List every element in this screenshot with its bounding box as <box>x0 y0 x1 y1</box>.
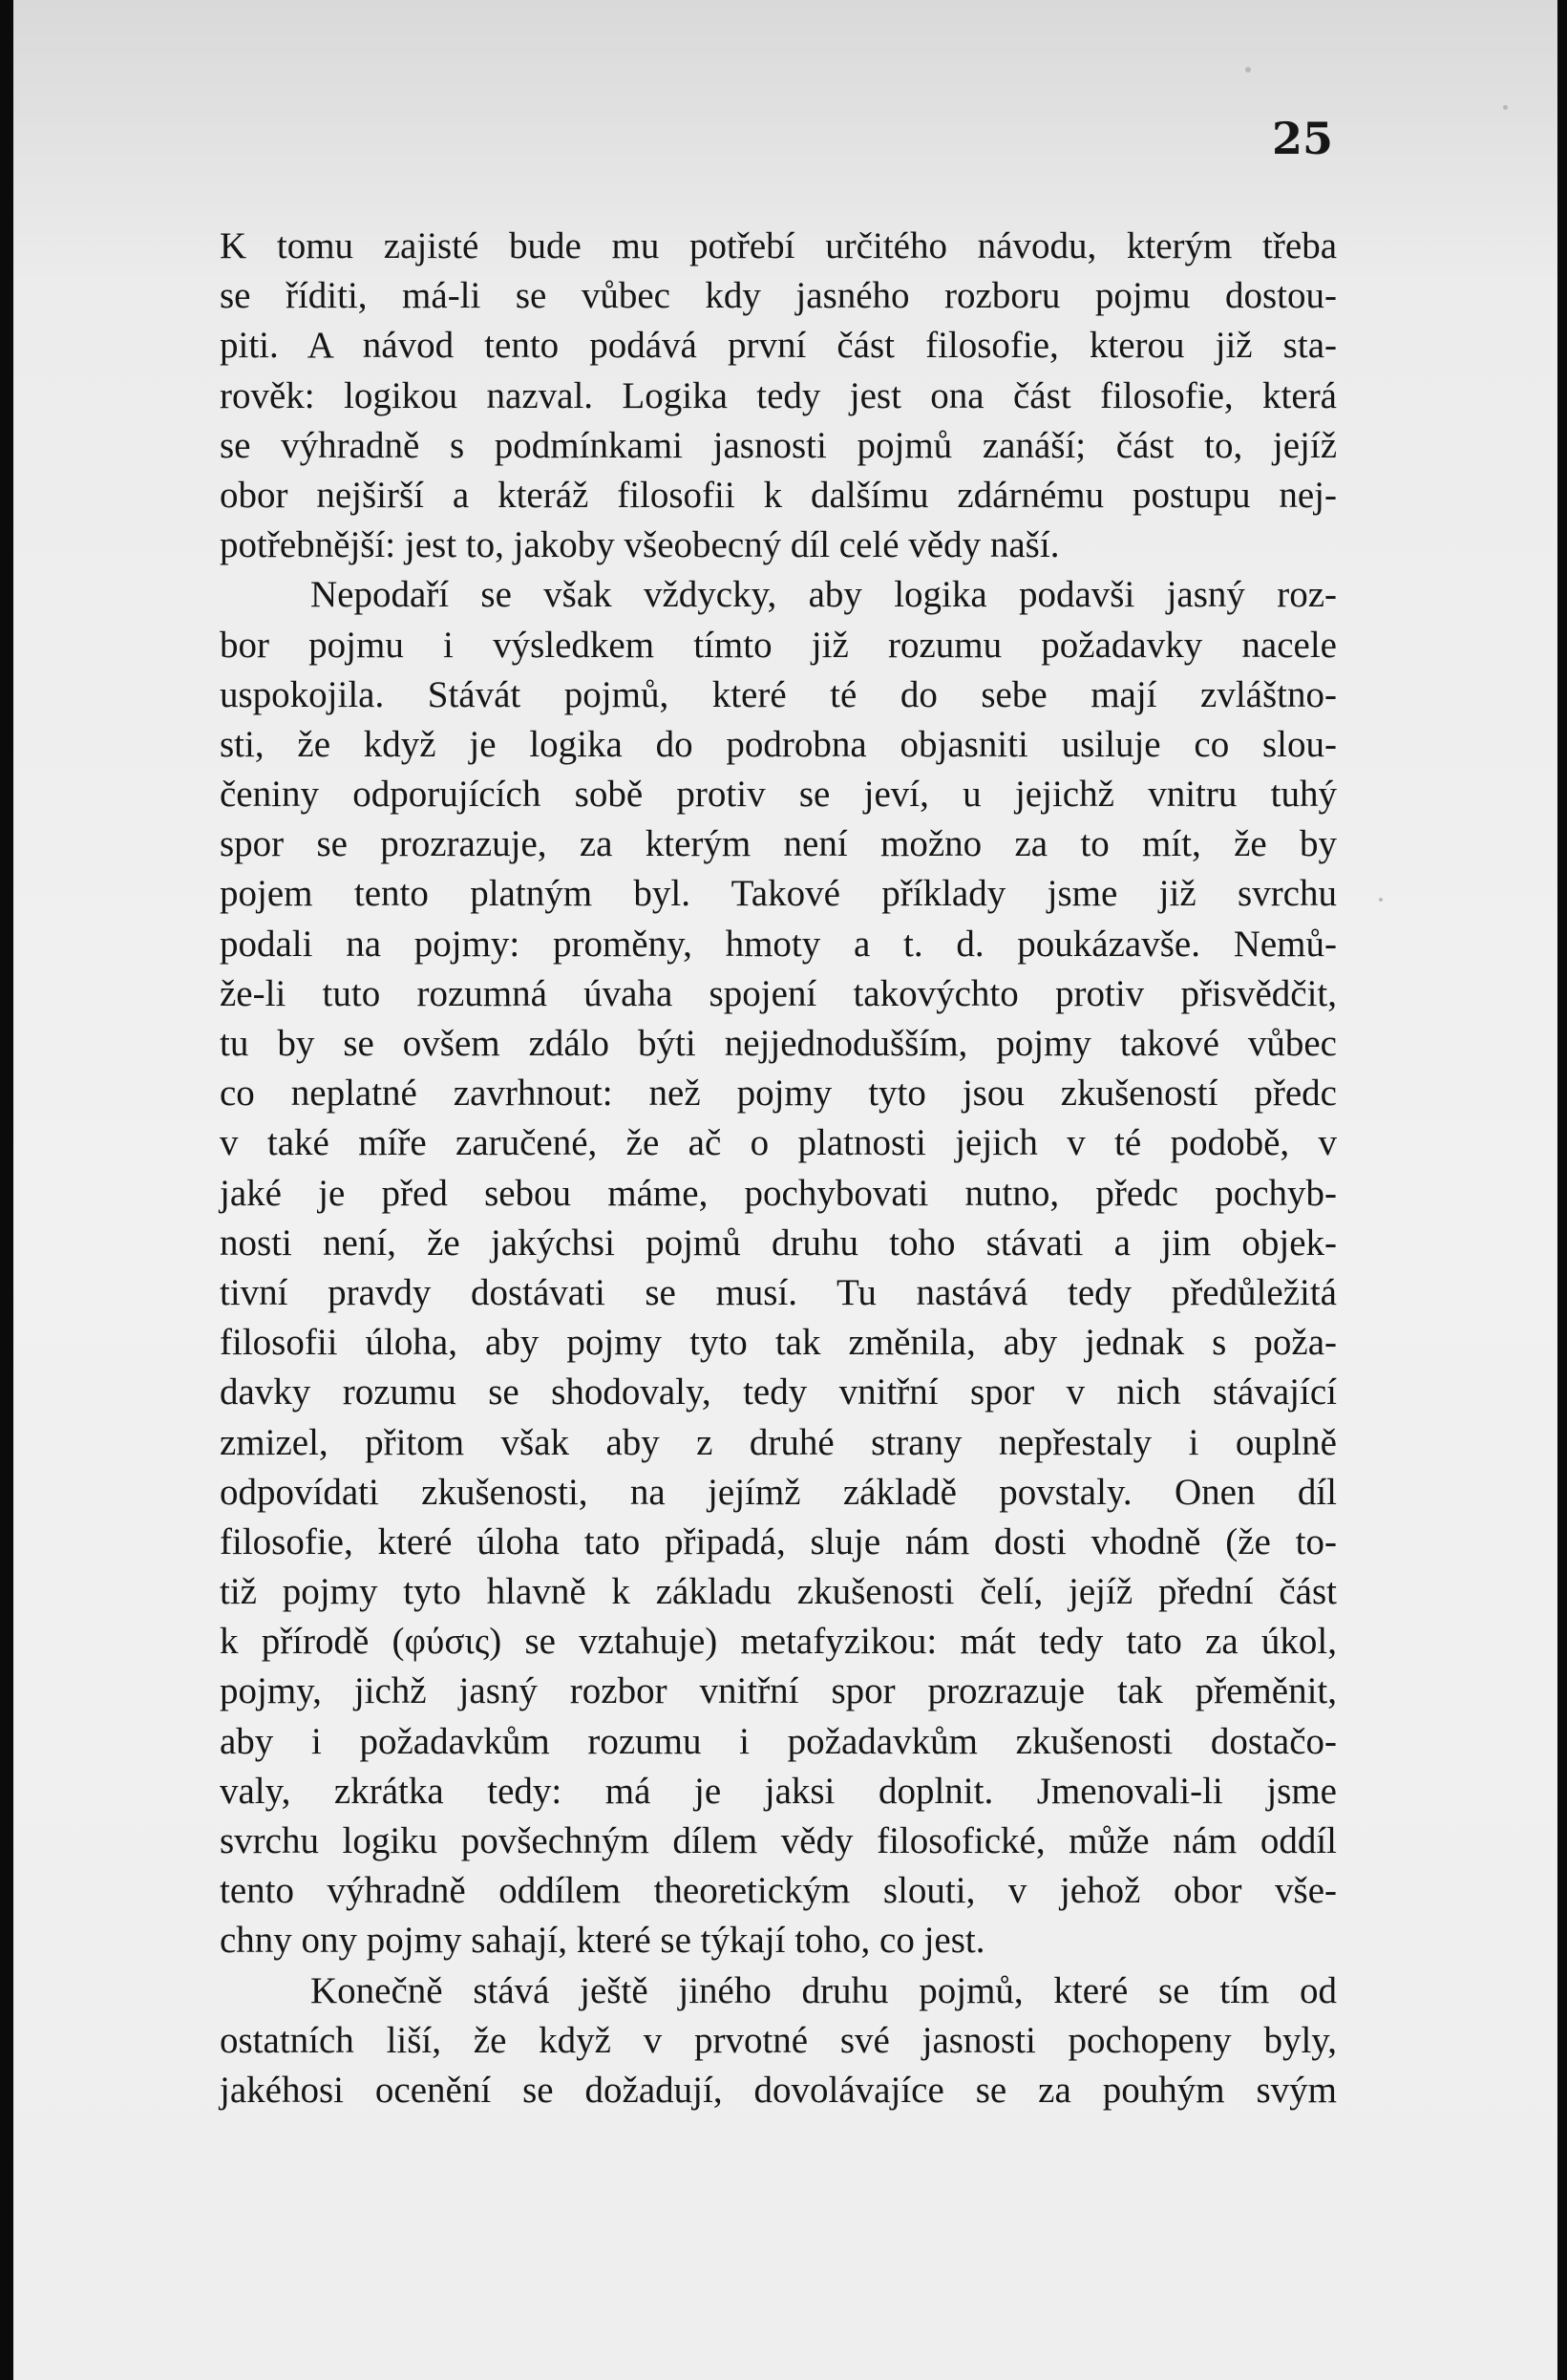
text-line: ostatních liší, že když v prvotné své jasnosti pochopeny byly, <box>220 2019 1337 2061</box>
text-line: čeniny odporujících sobě protiv se jeví, u jejichž vnitru tuhý <box>220 774 1337 816</box>
paper-speck <box>1379 898 1383 902</box>
text-line: tivní pravdy dostávati se musí. Tu nastává tedy předůležitá <box>220 1271 1337 1313</box>
paper-speck <box>1503 105 1508 110</box>
text-line: filosofie, které úloha tato připadá, sluje nám dosti vhodně (že to- <box>220 1520 1337 1562</box>
text-line: piti. A návod tento podává první část filosofie, kterou již sta- <box>220 325 1337 367</box>
text-line: valy, zkrátka tedy: má je jaksi doplnit. Jmenovali-li jsme <box>220 1770 1337 1812</box>
paper-speck <box>1245 67 1251 73</box>
text-line: zmizel, přitom však aby z druhé strany nepřestaly i ouplně <box>220 1421 1337 1463</box>
text-line: potřebnější: jest to, jakoby všeobecný díl celé vědy naší. <box>220 524 1060 566</box>
text-line: podali na pojmy: proměny, hmoty a t. d. poukázavše. Nemů- <box>220 923 1337 965</box>
text-line: k přírodě (φύσις) se vztahuje) metafyzikou: mát tedy tato za úkol, <box>220 1621 1337 1663</box>
text-line: davky rozumu se shodovaly, tedy vnitřní spor v nich stávající <box>220 1371 1337 1413</box>
text-line: jakéhosi ocenění se dožadují, dovolávajíce se za pouhým svým <box>220 2069 1337 2111</box>
text-line: aby i požadavkům rozumu i požadavkům zkušenosti dostačo- <box>220 1720 1337 1762</box>
text-line: uspokojila. Stávát pojmů, které té do sebe mají zvláštno- <box>220 673 1337 715</box>
book-page <box>13 0 1557 2380</box>
text-line: tu by se ovšem zdálo býti nejjednodušším, pojmy takové vůbec <box>220 1023 1337 1064</box>
text-line: K tomu zajisté bude mu potřebí určitého návodu, kterým třeba <box>220 225 1337 266</box>
text-line: chny ony pojmy sahají, které se týkají toho, co jest. <box>220 1920 985 1962</box>
body-text <box>220 222 1337 2115</box>
text-line: odpovídati zkušenosti, na jejímž základě povstaly. Onen díl <box>220 1471 1337 1513</box>
text-line: se výhradně s podmínkami jasnosti pojmů zanáší; část to, jejíž <box>220 424 1337 466</box>
text-line: spor se prozrazuje, za kterým není možno za to mít, že by <box>220 823 1337 865</box>
text-line: rověk: logikou nazval. Logika tedy jest ona část filosofie, která <box>220 374 1337 416</box>
text-line: sti, že když je logika do podrobna objasniti usiluje co slou- <box>220 723 1337 765</box>
text-line: jaké je před sebou máme, pochybovati nutno, předc pochyb- <box>220 1172 1337 1214</box>
text-line: se říditi, má-li se vůbec kdy jasného rozboru pojmu dostou- <box>220 275 1337 317</box>
text-line: že-li tuto rozumná úvaha spojení takovýchto protiv přisvědčit, <box>220 972 1337 1014</box>
text-line: Konečně stává ještě jiného druhu pojmů, které se tím od <box>310 1969 1337 2011</box>
text-line: v také míře zaručené, že ač o platnosti jejich v té podobě, v <box>220 1122 1337 1164</box>
text-line: filosofii úloha, aby pojmy tyto tak změnila, aby jednak s poža- <box>220 1322 1337 1364</box>
text-line: tento výhradně oddílem theoretickým slouti, v jehož obor vše- <box>220 1870 1337 1912</box>
text-line: pojmy, jichž jasný rozbor vnitřní spor prozrazuje tak přeměnit, <box>220 1670 1337 1712</box>
text-line: obor nejširší a kteráž filosofii k dalšímu zdárnému postupu nej- <box>220 474 1337 516</box>
text-line: tiž pojmy tyto hlavně k základu zkušenosti čelí, jejíž přední část <box>220 1571 1337 1613</box>
text-line: svrchu logiku povšechným dílem vědy filosofické, může nám oddíl <box>220 1820 1337 1861</box>
text-line: nosti není, že jakýchsi pojmů druhu toho stávati a jim objek- <box>220 1222 1337 1264</box>
text-line: pojem tento platným byl. Takové příklady jsme již svrchu <box>220 873 1337 915</box>
text-line: Nepodaří se však vždycky, aby logika podavši jasný roz- <box>310 574 1337 616</box>
text-line: bor pojmu i výsledkem tímto již rozumu požadavky nacele <box>220 624 1337 666</box>
text-line: co neplatné zavrhnout: než pojmy tyto jsou zkušeností předc <box>220 1073 1337 1115</box>
page-number: 25 <box>1272 113 1334 164</box>
